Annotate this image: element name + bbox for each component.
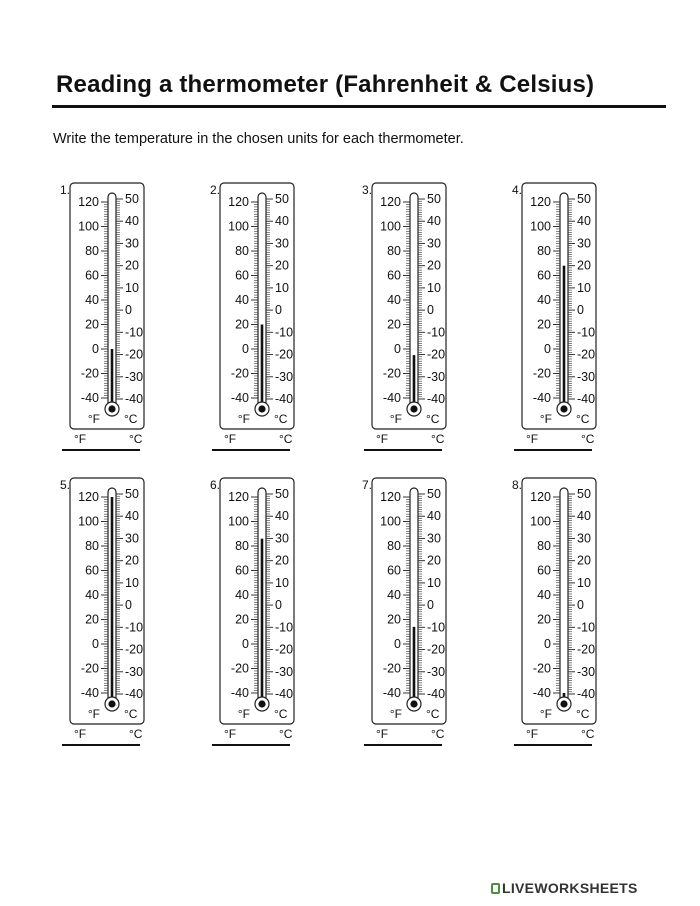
answer-line[interactable] [62,449,140,451]
celsius-label: 40 [427,214,441,229]
celsius-label: -20 [275,347,294,362]
celsius-label: 50 [275,192,289,206]
bulb-unit-fahrenheit: °F [237,707,250,721]
bulb-unit-fahrenheit: °F [389,412,402,426]
fahrenheit-label: 0 [92,637,99,651]
fahrenheit-label: 60 [235,563,249,578]
celsius-label: 50 [125,192,139,206]
fahrenheit-label: 80 [235,539,249,553]
celsius-label: 20 [577,553,591,568]
fahrenheit-label: 120 [228,195,249,209]
thermometer-2 [210,183,360,473]
celsius-label: -20 [125,347,144,362]
celsius-label: 30 [427,531,441,546]
bulb-unit-fahrenheit: °F [539,412,552,426]
thermometer-graphic [60,478,210,728]
thermometer-graphic [362,478,512,728]
thermometer-6 [210,478,360,768]
answer-line[interactable] [514,744,592,746]
answer-unit-fahrenheit[interactable]: °F [74,727,87,741]
thermometer-graphic [60,183,210,433]
bulb-unit-celsius: °C [576,707,590,721]
celsius-label: 0 [427,303,434,318]
celsius-label: -10 [125,325,144,340]
thermometer-number: 3. [362,183,373,197]
thermometer-graphic [512,183,662,433]
answer-unit-celsius[interactable]: °C [129,727,143,741]
celsius-label: 10 [427,280,441,295]
fahrenheit-label: 60 [537,268,551,283]
fahrenheit-label: 120 [530,490,551,504]
celsius-label: 20 [275,258,289,273]
celsius-label: -40 [427,687,446,701]
fahrenheit-label: 80 [387,244,401,258]
fahrenheit-label: 100 [78,514,99,529]
answer-unit-celsius[interactable]: °C [279,727,293,741]
fahrenheit-label: 100 [228,219,249,234]
fahrenheit-label: 40 [85,293,99,307]
bulb-fill [560,405,567,412]
fahrenheit-label: -20 [230,366,249,381]
fahrenheit-label: 0 [394,637,401,651]
celsius-label: -20 [275,642,294,657]
celsius-label: -40 [577,687,596,701]
fahrenheit-label: 0 [544,637,551,651]
fahrenheit-label: 100 [530,219,551,234]
celsius-label: -30 [427,664,446,679]
fahrenheit-label: -20 [382,366,401,381]
fahrenheit-label: -20 [532,661,551,676]
celsius-label: 30 [577,531,591,546]
celsius-label: 20 [125,258,139,273]
answer-unit-celsius[interactable]: °C [581,727,595,741]
bulb-unit-fahrenheit: °F [87,707,100,721]
fahrenheit-label: -40 [80,391,99,405]
celsius-label: 40 [275,214,289,229]
thermometer-number: 7. [362,478,373,492]
celsius-label: 30 [427,236,441,251]
celsius-label: 50 [275,487,289,501]
answer-line[interactable] [364,449,442,451]
answer-unit-celsius[interactable]: °C [129,432,143,446]
bulb-fill [258,405,265,412]
celsius-label: -10 [125,620,144,635]
celsius-label: 10 [125,280,139,295]
thermometer-number: 1. [60,183,71,197]
bulb-unit-celsius: °C [576,412,590,426]
celsius-label: -40 [275,392,294,406]
celsius-label: 30 [275,531,289,546]
fahrenheit-label: 20 [387,612,401,627]
thermometer-graphic [362,183,512,433]
thermometer-3 [362,183,512,473]
fahrenheit-label: 0 [242,342,249,356]
fahrenheit-label: 100 [530,514,551,529]
bulb-fill [560,700,567,707]
celsius-label: 30 [125,236,139,251]
fahrenheit-label: 120 [228,490,249,504]
fahrenheit-label: 60 [85,268,99,283]
fahrenheit-label: 120 [78,490,99,504]
fahrenheit-label: 80 [85,244,99,258]
answer-line[interactable] [364,744,442,746]
fahrenheit-label: 60 [85,563,99,578]
celsius-label: -30 [275,664,294,679]
fahrenheit-label: 40 [85,588,99,602]
thermometer-4 [512,183,662,473]
answer-line[interactable] [212,744,290,746]
celsius-label: 50 [577,192,591,206]
celsius-label: 0 [275,598,282,613]
thermometer-number: 6. [210,478,221,492]
fahrenheit-label: -40 [382,391,401,405]
worksheet-title: Reading a thermometer (Fahrenheit & Celsius) [56,71,595,98]
mercury-column [413,627,416,704]
celsius-label: -40 [577,392,596,406]
fahrenheit-label: 40 [235,293,249,307]
celsius-label: -10 [427,620,446,635]
fahrenheit-label: 0 [544,342,551,356]
celsius-label: 30 [577,236,591,251]
celsius-label: 10 [577,280,591,295]
title-underline [52,105,666,108]
fahrenheit-label: 80 [85,539,99,553]
answer-unit-fahrenheit[interactable]: °F [376,727,389,741]
celsius-label: -10 [275,325,294,340]
logo-text: LIVEWORKSHEETS [502,880,638,896]
fahrenheit-label: 0 [92,342,99,356]
bulb-fill [258,700,265,707]
fahrenheit-label: 20 [235,317,249,332]
celsius-label: 10 [427,575,441,590]
answer-unit-fahrenheit[interactable]: °F [376,432,389,446]
answer-line[interactable] [514,449,592,451]
celsius-label: 10 [275,575,289,590]
fahrenheit-label: 20 [537,612,551,627]
fahrenheit-label: -40 [532,686,551,700]
celsius-label: 0 [125,303,132,318]
bulb-fill [410,700,417,707]
fahrenheit-label: -20 [80,661,99,676]
celsius-label: -20 [427,642,446,657]
celsius-label: 20 [577,258,591,273]
answer-unit-celsius[interactable]: °C [431,432,445,446]
fahrenheit-label: 120 [530,195,551,209]
answer-line[interactable] [62,744,140,746]
celsius-label: 10 [275,280,289,295]
fahrenheit-label: 40 [387,293,401,307]
celsius-label: 50 [125,487,139,501]
celsius-label: 0 [577,303,584,318]
fahrenheit-label: 60 [537,563,551,578]
thermometer-1 [60,183,210,473]
celsius-label: 0 [125,598,132,613]
answer-unit-celsius[interactable]: °C [581,432,595,446]
fahrenheit-label: -40 [80,686,99,700]
celsius-label: 20 [125,553,139,568]
fahrenheit-label: 20 [537,317,551,332]
fahrenheit-label: 60 [387,268,401,283]
bulb-fill [410,405,417,412]
fahrenheit-label: 120 [380,195,401,209]
celsius-label: 40 [427,509,441,524]
bulb-unit-celsius: °C [124,412,138,426]
celsius-label: -30 [275,369,294,384]
celsius-label: -20 [577,642,596,657]
celsius-label: 40 [577,214,591,229]
celsius-label: -10 [577,620,596,635]
fahrenheit-label: 20 [85,317,99,332]
fahrenheit-label: 80 [537,244,551,258]
celsius-label: 20 [427,258,441,273]
bulb-unit-fahrenheit: °F [237,412,250,426]
answer-unit-fahrenheit[interactable]: °F [224,432,237,446]
bulb-unit-celsius: °C [274,707,288,721]
celsius-label: -40 [125,392,144,406]
celsius-label: -20 [125,642,144,657]
fahrenheit-label: -20 [382,661,401,676]
celsius-label: -30 [427,369,446,384]
celsius-label: 40 [275,509,289,524]
fahrenheit-label: 80 [537,539,551,553]
thermometer-tube [560,488,568,704]
fahrenheit-label: 0 [394,342,401,356]
celsius-label: -10 [427,325,446,340]
bulb-unit-fahrenheit: °F [389,707,402,721]
liveworksheets-logo [491,880,638,896]
bulb-unit-celsius: °C [426,707,440,721]
bulb-fill [108,405,115,412]
fahrenheit-label: 100 [78,219,99,234]
thermometer-5 [60,478,210,768]
fahrenheit-label: 60 [235,268,249,283]
celsius-label: -30 [125,369,144,384]
celsius-label: 10 [125,575,139,590]
thermometer-8 [512,478,662,768]
fahrenheit-label: -20 [80,366,99,381]
answer-unit-celsius[interactable]: °C [431,727,445,741]
thermometer-graphic [512,478,662,728]
answer-unit-fahrenheit[interactable]: °F [224,727,237,741]
fahrenheit-label: 40 [235,588,249,602]
celsius-label: -30 [577,369,596,384]
celsius-label: 0 [577,598,584,613]
answer-unit-fahrenheit[interactable]: °F [74,432,87,446]
fahrenheit-label: -40 [230,391,249,405]
celsius-label: -20 [427,347,446,362]
celsius-label: 30 [125,531,139,546]
celsius-label: 50 [427,487,441,501]
fahrenheit-label: 120 [380,490,401,504]
mercury-column [261,539,264,704]
celsius-label: 50 [427,192,441,206]
thermometer-graphic [210,183,360,433]
celsius-label: 10 [577,575,591,590]
bulb-unit-celsius: °C [274,412,288,426]
mercury-column [111,349,114,409]
instructions: Write the temperature in the chosen units for each thermometer. [53,131,464,147]
celsius-label: 0 [275,303,282,318]
fahrenheit-label: 100 [380,219,401,234]
celsius-label: -10 [275,620,294,635]
fahrenheit-label: 40 [537,588,551,602]
answer-line[interactable] [212,449,290,451]
celsius-label: -40 [427,392,446,406]
thermometer-number: 8. [512,478,523,492]
celsius-label: -20 [577,347,596,362]
fahrenheit-label: 80 [235,244,249,258]
celsius-label: 40 [577,509,591,524]
fahrenheit-label: 20 [85,612,99,627]
thermometer-graphic [210,478,360,728]
celsius-label: 40 [125,509,139,524]
thermometer-number: 2. [210,183,221,197]
bulb-unit-celsius: °C [124,707,138,721]
celsius-label: 20 [275,553,289,568]
bulb-unit-fahrenheit: °F [87,412,100,426]
fahrenheit-label: 80 [387,539,401,553]
mercury-column [413,355,416,409]
fahrenheit-label: 100 [380,514,401,529]
celsius-label: 50 [577,487,591,501]
fahrenheit-label: 40 [387,588,401,602]
fahrenheit-label: 0 [242,637,249,651]
celsius-label: -10 [577,325,596,340]
celsius-label: -40 [275,687,294,701]
celsius-label: -40 [125,687,144,701]
bulb-unit-celsius: °C [426,412,440,426]
mercury-column [261,325,264,410]
fahrenheit-label: 20 [235,612,249,627]
fahrenheit-label: 40 [537,293,551,307]
fahrenheit-label: -20 [230,661,249,676]
bulb-fill [108,700,115,707]
thermometer-7 [362,478,512,768]
celsius-label: 40 [125,214,139,229]
answer-unit-fahrenheit[interactable]: °F [526,727,539,741]
celsius-label: -30 [125,664,144,679]
fahrenheit-label: -20 [532,366,551,381]
fahrenheit-label: -40 [532,391,551,405]
celsius-label: -30 [577,664,596,679]
fahrenheit-label: 20 [387,317,401,332]
thermometer-number: 4. [512,183,523,197]
fahrenheit-label: 120 [78,195,99,209]
mercury-column [563,266,566,409]
fahrenheit-label: 100 [228,514,249,529]
fahrenheit-label: -40 [382,686,401,700]
thermometer-number: 5. [60,478,71,492]
fahrenheit-label: -40 [230,686,249,700]
answer-unit-fahrenheit[interactable]: °F [526,432,539,446]
celsius-label: 30 [275,236,289,251]
mercury-column [111,497,114,704]
liveworksheets-logo-icon [491,883,500,894]
fahrenheit-label: 60 [387,563,401,578]
celsius-label: 20 [427,553,441,568]
celsius-label: 0 [427,598,434,613]
answer-unit-celsius[interactable]: °C [279,432,293,446]
bulb-unit-fahrenheit: °F [539,707,552,721]
